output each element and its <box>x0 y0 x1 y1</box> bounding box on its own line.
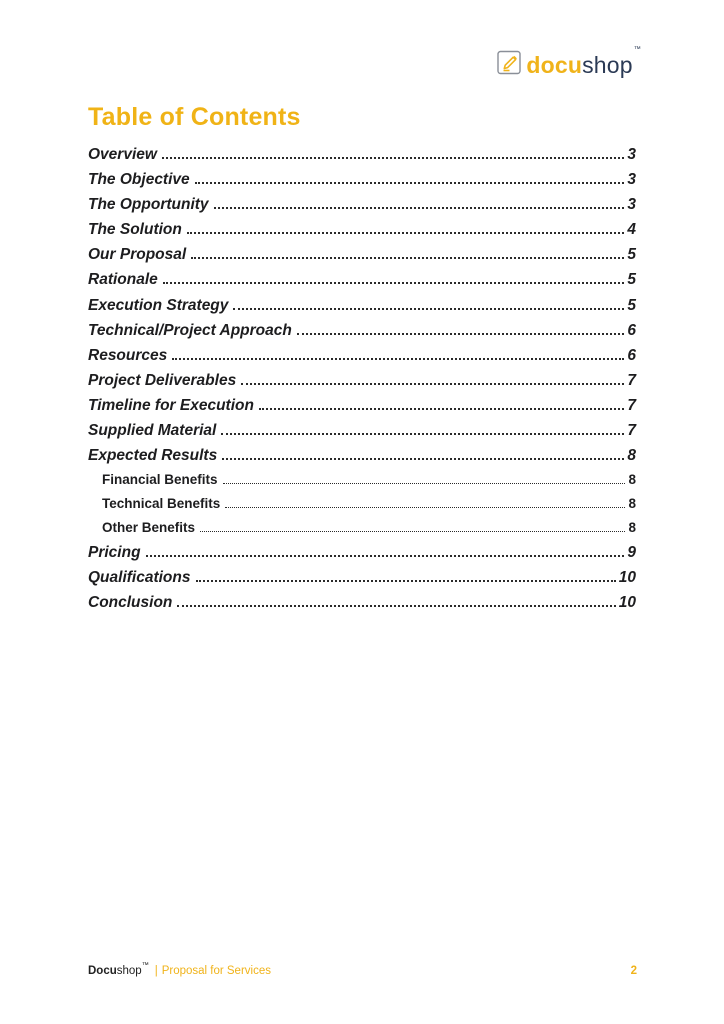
toc-entry-label: Conclusion <box>88 594 173 612</box>
logo-word-shop: shop <box>582 51 633 78</box>
toc-entry-label: Technical/Project Approach <box>88 321 292 339</box>
toc-list <box>88 146 636 620</box>
toc-dot-leader <box>214 207 625 209</box>
toc-entry-page: 9 <box>627 544 636 562</box>
toc-dot-leader <box>222 458 624 460</box>
toc-entry-label: The Objective <box>88 171 190 189</box>
toc-entry[interactable] <box>88 146 636 171</box>
pencil-edit-square-icon <box>496 49 523 81</box>
toc-entry[interactable] <box>88 594 636 619</box>
toc-entry-page: 10 <box>618 594 636 612</box>
toc-entry-page: 3 <box>627 171 636 189</box>
toc-dot-leader <box>191 257 624 259</box>
toc-entry-label: Pricing <box>88 544 141 562</box>
toc-dot-leader <box>297 333 625 335</box>
toc-entry-page: 7 <box>627 371 636 389</box>
toc-entry[interactable] <box>88 221 636 246</box>
toc-dot-leader <box>233 308 624 310</box>
toc-entry[interactable] <box>88 569 636 594</box>
toc-dot-leader <box>241 383 624 385</box>
footer-separator: | <box>154 965 158 977</box>
toc-entry-label: Our Proposal <box>88 246 187 264</box>
toc-entry[interactable] <box>88 447 636 472</box>
toc-entry-page: 8 <box>628 472 636 488</box>
toc-entry-page: 3 <box>627 196 636 214</box>
toc-entry-page: 5 <box>627 246 636 264</box>
toc-entry[interactable] <box>88 271 636 296</box>
toc-dot-leader <box>187 232 625 234</box>
toc-entry-label: Supplied Material <box>88 422 217 440</box>
toc-dot-leader <box>195 182 625 184</box>
logo-trademark: ™ <box>633 45 641 53</box>
toc-entry-page: 7 <box>627 422 636 440</box>
logo-wordmark <box>526 45 641 78</box>
toc-entry[interactable] <box>88 196 636 221</box>
toc-dot-leader <box>225 507 625 508</box>
toc-entry-label: The Solution <box>88 221 182 239</box>
toc-entry[interactable] <box>88 544 636 569</box>
toc-dot-leader <box>259 408 624 410</box>
toc-entry[interactable] <box>88 171 636 196</box>
toc-entry-page: 7 <box>627 396 636 414</box>
toc-dot-leader <box>172 358 624 360</box>
footer-brand-bold: Docu <box>88 965 117 977</box>
toc-dot-leader <box>221 433 624 435</box>
toc-dot-leader <box>196 580 616 582</box>
toc-entry-page: 8 <box>628 520 636 536</box>
toc-entry[interactable] <box>88 297 636 322</box>
toc-entry-page: 8 <box>627 447 636 465</box>
toc-dot-leader <box>146 555 625 557</box>
toc-entry-page: 5 <box>627 296 636 314</box>
toc-entry[interactable] <box>88 372 636 397</box>
toc-entry-label: Other Benefits <box>102 520 196 536</box>
toc-entry-label: The Opportunity <box>88 196 209 214</box>
toc-entry-page: 5 <box>627 271 636 289</box>
toc-dot-leader <box>223 483 626 484</box>
toc-entry[interactable] <box>88 422 636 447</box>
toc-entry-label: Financial Benefits <box>102 472 218 488</box>
toc-entry[interactable] <box>88 397 636 422</box>
toc-entry-page: 8 <box>628 496 636 512</box>
toc-entry-page: 3 <box>627 146 636 163</box>
toc-entry-label: Overview <box>88 146 157 163</box>
toc-entry-label: Execution Strategy <box>88 296 229 314</box>
toc-entry[interactable] <box>88 496 636 520</box>
logo-word-docu: docu <box>526 51 583 78</box>
toc-entry-label: Qualifications <box>88 569 191 587</box>
toc-entry-page: 4 <box>627 221 636 239</box>
toc-dot-leader <box>163 282 625 284</box>
footer-left <box>88 962 271 977</box>
toc-entry[interactable] <box>88 520 636 544</box>
toc-entry-label: Timeline for Execution <box>88 396 254 414</box>
toc-entry-label: Expected Results <box>88 447 218 465</box>
toc-entry[interactable] <box>88 472 636 496</box>
docushop-logo <box>496 45 641 81</box>
page-title: Table of Contents <box>88 103 301 131</box>
toc-entry[interactable] <box>88 246 636 271</box>
footer-brand-rest: shop <box>116 965 142 977</box>
footer-trademark: ™ <box>141 962 149 969</box>
toc-dot-leader <box>200 531 625 532</box>
toc-entry-label: Technical Benefits <box>102 496 221 512</box>
footer-page-number: 2 <box>630 965 637 977</box>
toc-dot-leader <box>162 157 624 159</box>
toc-entry-label: Rationale <box>88 271 158 289</box>
footer-document-title: Proposal for Services <box>161 965 271 977</box>
toc-entry-label: Resources <box>88 346 168 364</box>
toc-dot-leader <box>177 605 615 607</box>
toc-entry-page: 6 <box>627 321 636 339</box>
toc-entry[interactable] <box>88 347 636 372</box>
toc-entry[interactable] <box>88 322 636 347</box>
page-footer <box>88 962 637 977</box>
toc-entry-page: 6 <box>627 346 636 364</box>
toc-entry-page: 10 <box>618 569 636 587</box>
toc-entry-label: Project Deliverables <box>88 371 237 389</box>
